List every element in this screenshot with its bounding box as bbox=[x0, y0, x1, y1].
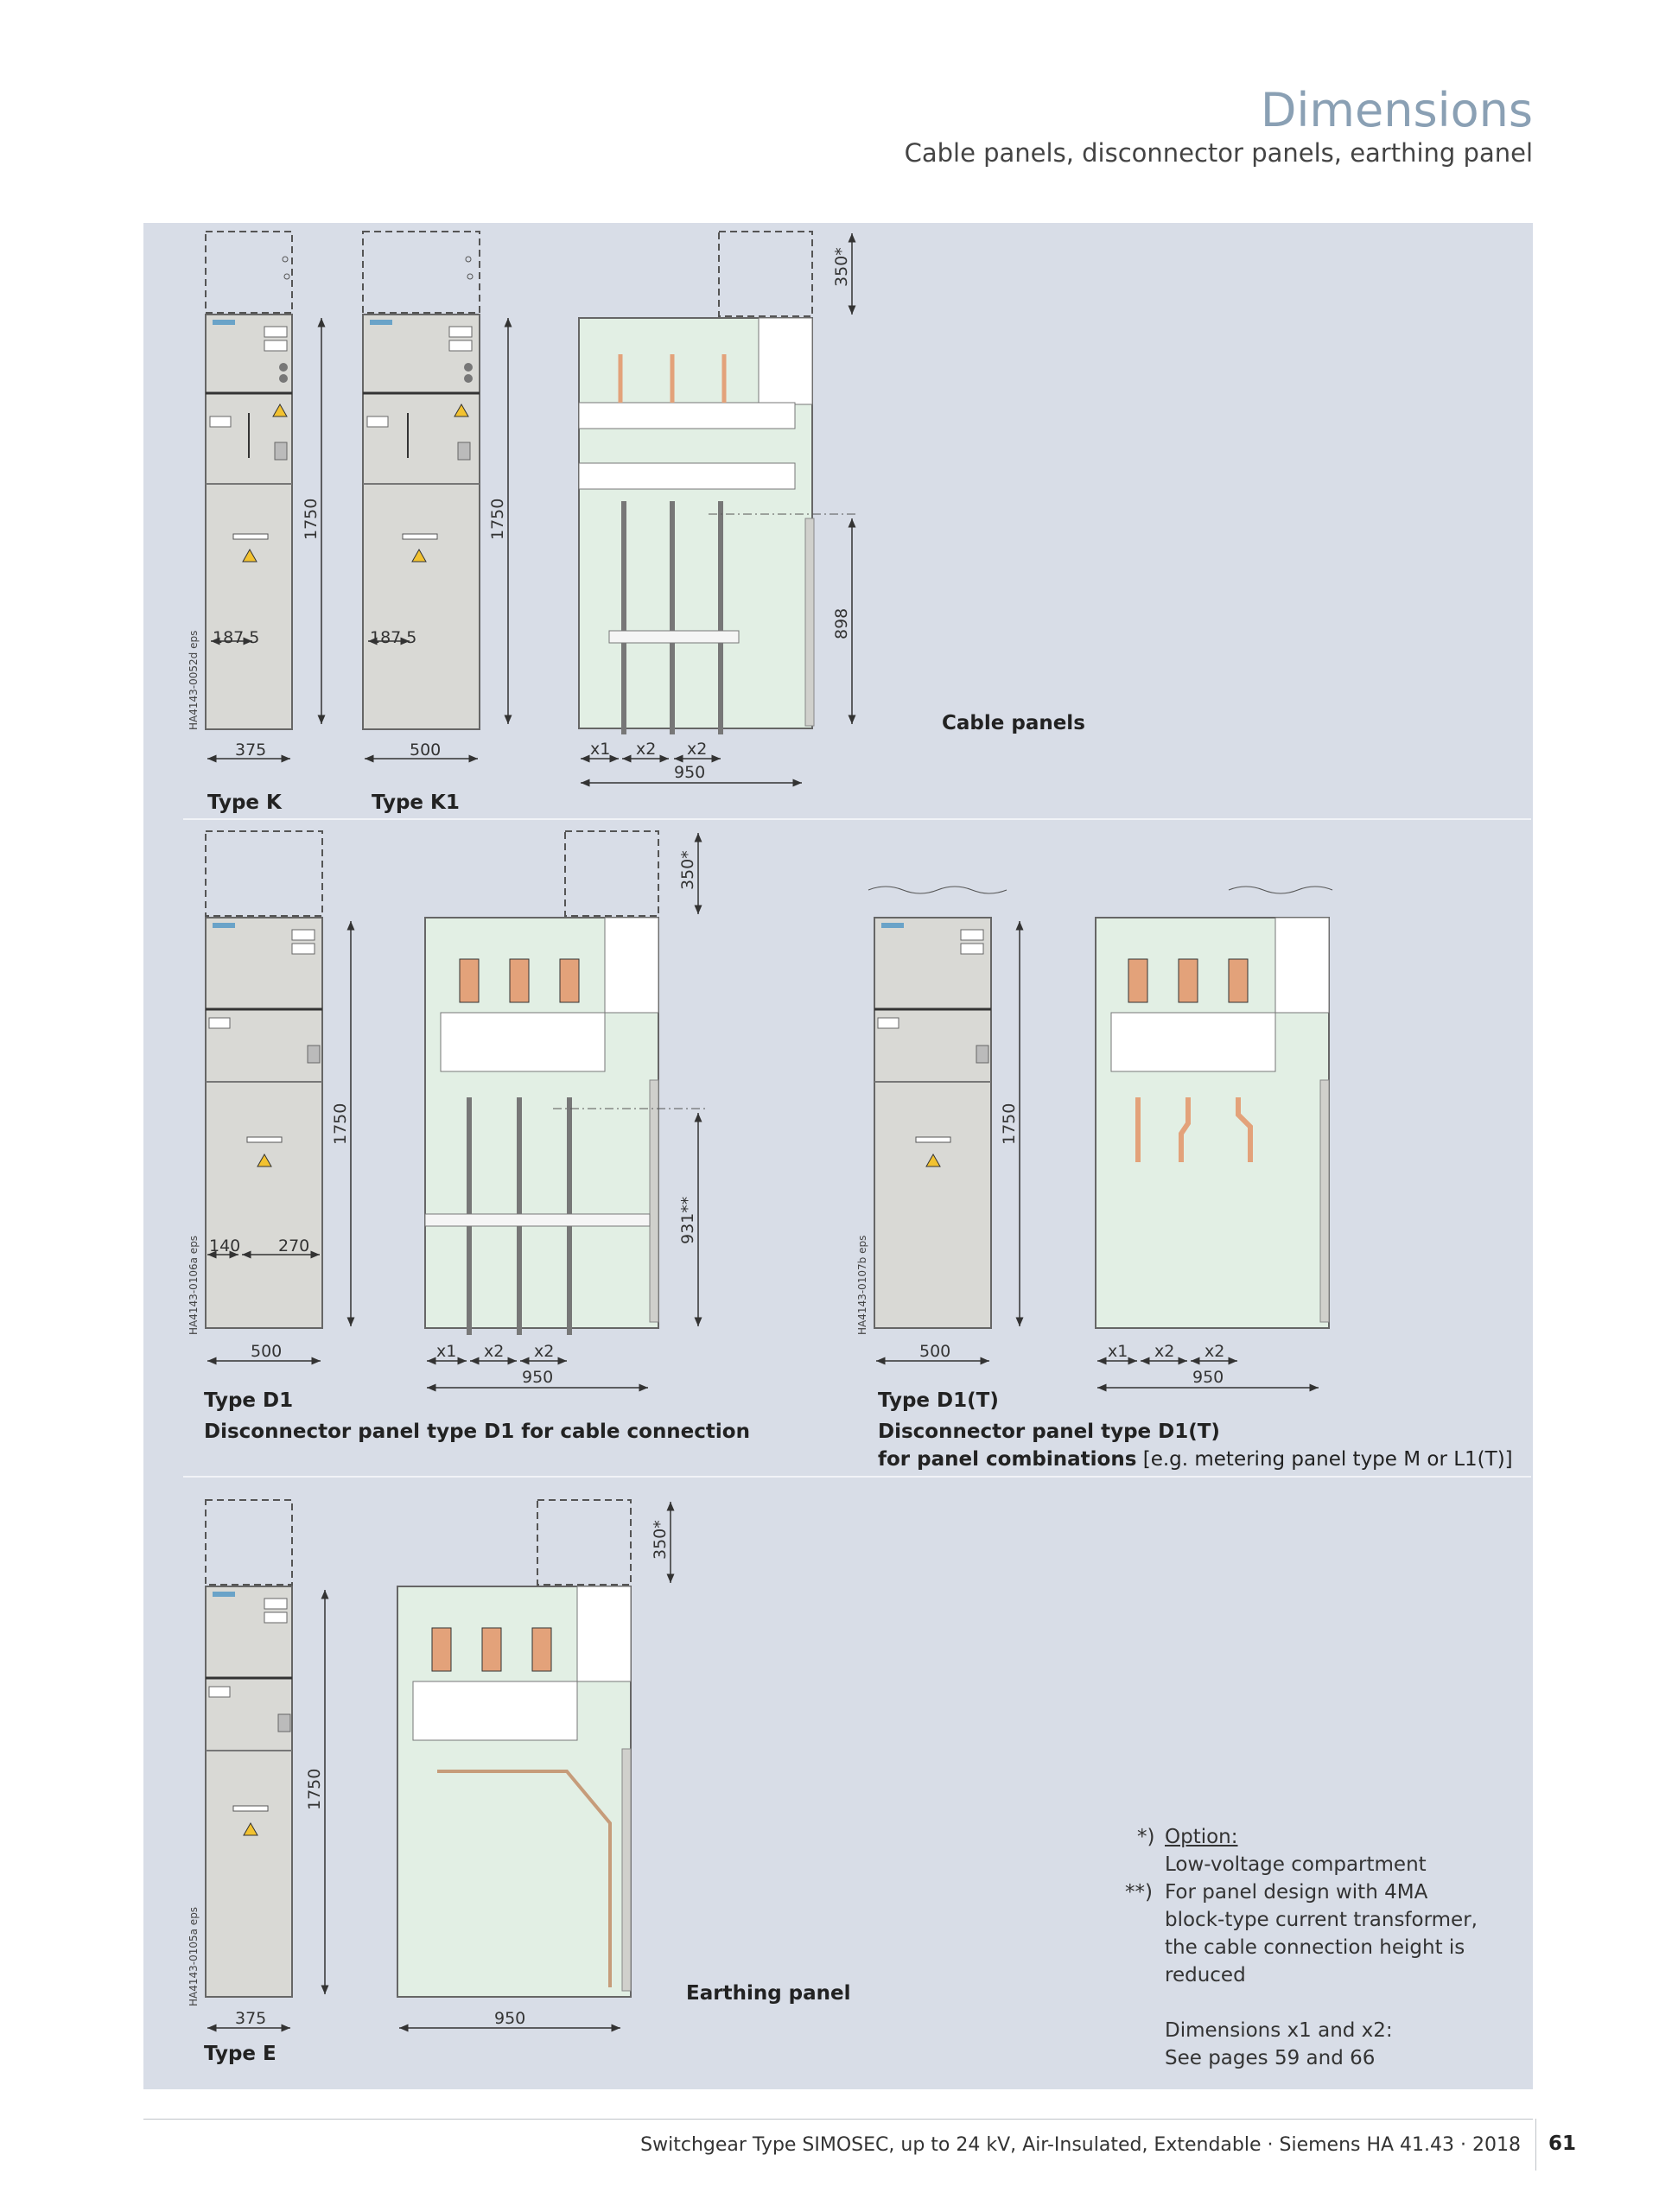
dim-e-height: 1750 bbox=[305, 1768, 324, 1810]
dim-d1-width: 500 bbox=[251, 1342, 283, 1361]
panel-type-k-front bbox=[206, 232, 292, 729]
panel-type-e-side-view bbox=[397, 1500, 631, 1997]
page-number: 61 bbox=[1548, 2133, 1577, 2155]
eps-code-d1t: HA4143-0107b eps bbox=[856, 1235, 868, 1335]
dim-k-offset: 187.5 bbox=[213, 628, 260, 647]
dim-x2a: x2 bbox=[636, 740, 657, 759]
label-d1-description: Disconnector panel type D1 for cable connection bbox=[204, 1421, 750, 1443]
dim-d1t-x2a: x2 bbox=[1154, 1342, 1175, 1361]
dim-e-depth: 950 bbox=[494, 2009, 526, 2028]
footer-separator bbox=[1535, 2119, 1536, 2171]
footer-divider bbox=[143, 2119, 1533, 2120]
dim-k1-height: 1750 bbox=[488, 498, 507, 540]
dim-d1-right: 270 bbox=[278, 1236, 310, 1255]
page-subtitle: Cable panels, disconnector panels, earthing panel bbox=[904, 138, 1533, 168]
note-star1: *) bbox=[1137, 1826, 1155, 1848]
note-ct-line3: the cable connection height is bbox=[1165, 1936, 1465, 1959]
note-star2: **) bbox=[1125, 1881, 1153, 1904]
label-type-d1: Type D1 bbox=[204, 1389, 294, 1412]
note-x-line2: See pages 59 and 66 bbox=[1165, 2047, 1376, 2069]
label-d1t-description: Disconnector panel type D1(T) bbox=[878, 1421, 1220, 1443]
panel-type-d1t-front bbox=[868, 887, 1007, 1328]
eps-code-d1: HA4143-0106a eps bbox=[188, 1235, 200, 1335]
dim-k1-offset: 187.5 bbox=[370, 628, 417, 647]
panel-type-d1-side-view bbox=[425, 831, 709, 1335]
dim-cable-height: 898 bbox=[832, 607, 851, 639]
label-cable-panels: Cable panels bbox=[942, 712, 1085, 734]
note-x-line1: Dimensions x1 and x2: bbox=[1165, 2019, 1393, 2042]
dim-k-height: 1750 bbox=[302, 498, 321, 540]
dim-d1-height: 1750 bbox=[331, 1103, 350, 1145]
dim-d1-depth: 950 bbox=[522, 1368, 554, 1387]
dim-k1-width: 500 bbox=[410, 741, 442, 760]
note-ct-line2: block-type current transformer, bbox=[1165, 1909, 1478, 1931]
label-type-d1t: Type D1(T) bbox=[878, 1389, 999, 1412]
dim-e-lv-option: 350* bbox=[651, 1520, 670, 1560]
note-ct-line1: For panel design with 4MA bbox=[1165, 1881, 1428, 1904]
dim-d1-x2a: x2 bbox=[484, 1342, 505, 1361]
dim-k-width: 375 bbox=[235, 741, 267, 760]
eps-code: HA4143-0052d eps bbox=[188, 630, 200, 730]
eps-code-e: HA4143-0105a eps bbox=[188, 1906, 200, 2006]
dim-d1t-x1: x1 bbox=[1108, 1342, 1128, 1361]
dim-cable-depth: 950 bbox=[674, 763, 706, 782]
label-d1t-description-2 bbox=[878, 1448, 1513, 1471]
panel-type-e-front bbox=[206, 1500, 292, 1997]
label-earthing-panel: Earthing panel bbox=[686, 1982, 851, 2005]
label-d1t-desc2-bold: for panel combinations bbox=[878, 1448, 1137, 1471]
label-type-k1: Type K1 bbox=[372, 791, 460, 814]
note-option-text: Low-voltage compartment bbox=[1165, 1853, 1427, 1876]
dim-d1t-height: 1750 bbox=[1000, 1103, 1019, 1145]
dim-x1: x1 bbox=[590, 740, 611, 759]
dim-d1t-x2b: x2 bbox=[1205, 1342, 1225, 1361]
panel-type-k1-front bbox=[363, 232, 480, 729]
label-d1t-desc2-rest: [e.g. metering panel type M or L1(T)] bbox=[1136, 1448, 1513, 1471]
dim-d1-cable-height: 931** bbox=[678, 1196, 697, 1244]
dim-d1-left: 140 bbox=[209, 1236, 241, 1255]
label-type-e: Type E bbox=[204, 2043, 276, 2065]
cable-panel-side-view bbox=[579, 232, 855, 734]
footer-text: Switchgear Type SIMOSEC, up to 24 kV, Air-Insulated, Extendable · Siemens HA 41.43 · 2018 bbox=[640, 2134, 1521, 2156]
dim-x2b: x2 bbox=[687, 740, 708, 759]
panel-type-d1t-side-view bbox=[1096, 887, 1332, 1328]
dim-d1-x2b: x2 bbox=[534, 1342, 555, 1361]
note-ct-line4: reduced bbox=[1165, 1964, 1246, 1986]
page-title: Dimensions bbox=[1260, 83, 1533, 137]
dim-e-width: 375 bbox=[235, 2009, 267, 2028]
dim-d1-x1: x1 bbox=[436, 1342, 457, 1361]
dim-lv-option: 350* bbox=[832, 247, 851, 287]
dim-d1-lv-option: 350* bbox=[678, 850, 697, 890]
dim-d1t-width: 500 bbox=[919, 1342, 951, 1361]
dim-d1t-depth: 950 bbox=[1192, 1368, 1224, 1387]
label-type-k: Type K bbox=[207, 791, 282, 814]
note-option: Option: bbox=[1165, 1826, 1238, 1848]
